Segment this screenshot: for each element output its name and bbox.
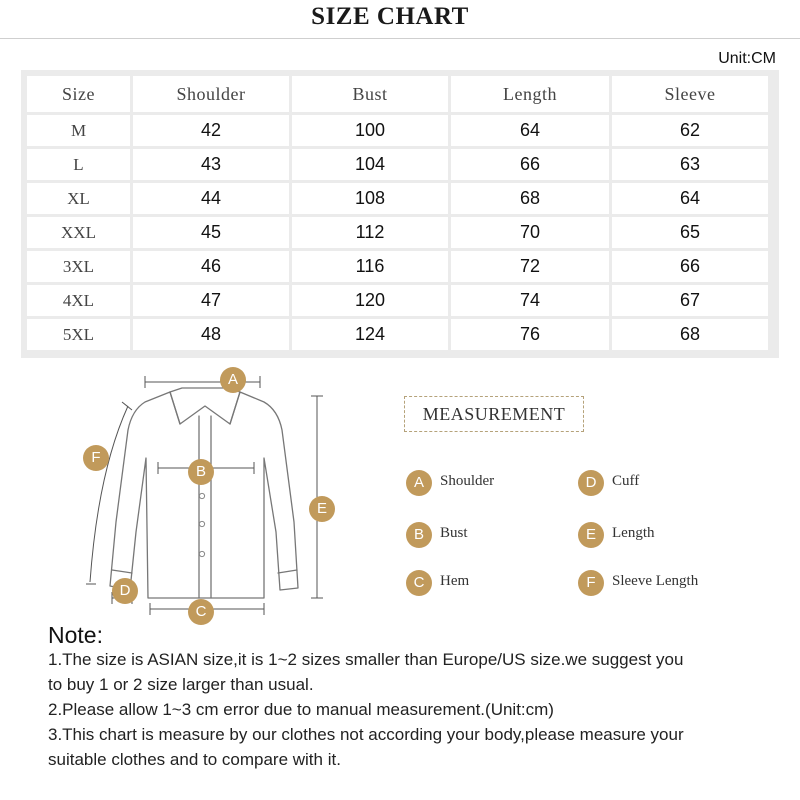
cell-bust: 116 xyxy=(292,251,448,282)
table-row xyxy=(27,183,768,214)
cell-size: 5XL xyxy=(27,319,130,350)
cell-bust: 112 xyxy=(292,217,448,248)
cell-shoulder: 48 xyxy=(133,319,289,350)
note-line: 3.This chart is measure by our clothes not according your body,please measure your xyxy=(48,725,684,744)
legend-badge: D xyxy=(578,470,604,496)
legend-badge: A xyxy=(406,470,432,496)
shirt-collar xyxy=(170,388,240,424)
header-length: Length xyxy=(451,76,609,112)
legend-label: Hem xyxy=(440,573,470,589)
legend-badge: F xyxy=(578,570,604,596)
marker-a: A xyxy=(220,367,246,393)
legend-badge: C xyxy=(406,570,432,596)
legend-label: Length xyxy=(612,525,655,541)
table-row xyxy=(27,251,768,282)
cell-size: L xyxy=(27,149,130,180)
table-row xyxy=(27,285,768,316)
cell-bust: 108 xyxy=(292,183,448,214)
cell-bust: 124 xyxy=(292,319,448,350)
cell-bust: 120 xyxy=(292,285,448,316)
shirt-placket xyxy=(199,416,211,598)
shirt-button xyxy=(199,551,204,556)
cell-size: 3XL xyxy=(27,251,130,282)
legend-label: Shoulder xyxy=(440,473,495,489)
measure-line-sleeve xyxy=(90,406,128,582)
legend-label: Sleeve Length xyxy=(612,573,699,589)
note-line: 2.Please allow 1~3 cm error due to manual measurement.(Unit:cm) xyxy=(48,700,554,719)
table-row xyxy=(27,149,768,180)
cell-shoulder: 47 xyxy=(133,285,289,316)
marker-c: C xyxy=(188,599,214,625)
legend-label: Bust xyxy=(440,525,468,541)
cell-sleeve: 65 xyxy=(612,217,768,248)
table-row xyxy=(27,217,768,248)
header-sleeve: Sleeve xyxy=(612,76,768,112)
cell-shoulder: 46 xyxy=(133,251,289,282)
table-row xyxy=(27,115,768,146)
shirt-button xyxy=(199,493,204,498)
cell-bust: 104 xyxy=(292,149,448,180)
unit-label: Unit:CM xyxy=(718,50,776,67)
title-bar xyxy=(0,0,800,39)
shirt-button xyxy=(199,521,204,526)
cell-length: 68 xyxy=(451,183,609,214)
marker-d: D xyxy=(112,578,138,604)
cell-length: 74 xyxy=(451,285,609,316)
cell-size: XXL xyxy=(27,217,130,248)
note-line: to buy 1 or 2 size larger than usual. xyxy=(48,675,314,694)
cell-size: XL xyxy=(27,183,130,214)
marker-f: F xyxy=(83,445,109,471)
table-row xyxy=(27,319,768,350)
cell-length: 72 xyxy=(451,251,609,282)
cell-size: M xyxy=(27,115,130,146)
measurement-title: MEASUREMENT xyxy=(404,396,584,432)
cell-sleeve: 66 xyxy=(612,251,768,282)
cell-shoulder: 44 xyxy=(133,183,289,214)
header-bust: Bust xyxy=(292,76,448,112)
header-shoulder: Shoulder xyxy=(133,76,289,112)
note-line: 1.The size is ASIAN size,it is 1~2 sizes smaller than Europe/US size.we suggest you xyxy=(48,650,684,669)
legend-badge: B xyxy=(406,522,432,548)
shirt-diagram xyxy=(70,362,350,624)
cell-sleeve: 64 xyxy=(612,183,768,214)
cell-sleeve: 68 xyxy=(612,319,768,350)
page-title: SIZE CHART xyxy=(311,3,469,30)
marker-b: B xyxy=(188,459,214,485)
legend-label: Cuff xyxy=(612,473,640,489)
cell-sleeve: 67 xyxy=(612,285,768,316)
table-header-row xyxy=(27,76,768,112)
note-line: suitable clothes and to compare with it. xyxy=(48,750,341,769)
cell-length: 76 xyxy=(451,319,609,350)
cell-length: 66 xyxy=(451,149,609,180)
cell-shoulder: 42 xyxy=(133,115,289,146)
note-title: Note: xyxy=(48,622,103,648)
header-size: Size xyxy=(27,76,130,112)
cell-sleeve: 62 xyxy=(612,115,768,146)
cell-size: 4XL xyxy=(27,285,130,316)
cell-sleeve: 63 xyxy=(612,149,768,180)
marker-e: E xyxy=(309,496,335,522)
cell-length: 64 xyxy=(451,115,609,146)
size-table xyxy=(24,73,771,353)
legend-badge: E xyxy=(578,522,604,548)
cell-shoulder: 43 xyxy=(133,149,289,180)
cell-bust: 100 xyxy=(292,115,448,146)
cell-shoulder: 45 xyxy=(133,217,289,248)
cell-length: 70 xyxy=(451,217,609,248)
